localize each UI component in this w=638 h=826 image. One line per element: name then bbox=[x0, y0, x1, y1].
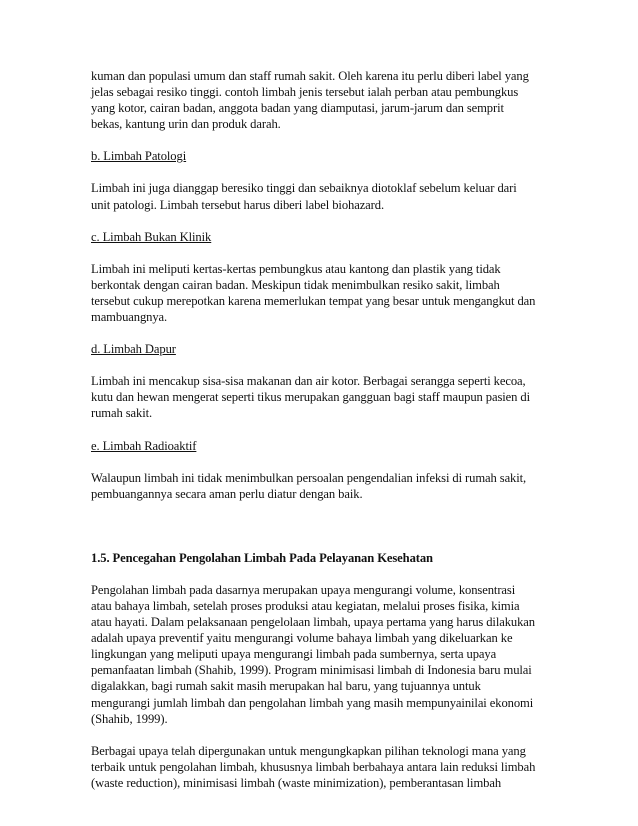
section-heading: 1.5. Pencegahan Pengolahan Limbah Pada Pelayanan Kesehatan bbox=[91, 550, 433, 565]
paragraph bbox=[91, 373, 551, 421]
text-line: Berbagai upaya telah dipergunakan untuk mengungkapkan pilihan teknologi mana yang bbox=[91, 743, 526, 758]
text-line: tersebut cukup merepotkan karena memerlukan tempat yang besar untuk mengangkut dan bbox=[91, 293, 536, 308]
text-line: berkontak dengan cairan badan. Meskipun tidak menimbulkan resiko sakit, limbah bbox=[91, 277, 500, 292]
text-line: Limbah ini mencakup sisa-sisa makanan dan air kotor. Berbagai serangga seperti kecoa, bbox=[91, 374, 526, 389]
subsection-heading: b. Limbah Patologi bbox=[91, 149, 187, 164]
text-line: pembuangannya secara aman perlu diatur dengan baik. bbox=[91, 486, 363, 501]
text-line: adalah upaya preventif yaitu mengurangi volume bahaya limbah yang dikeluarkan ke bbox=[91, 631, 513, 646]
text-line: terbaik untuk pengolahan limbah, khususnya limbah berbahaya antara lain reduksi limbah bbox=[91, 759, 536, 774]
text-line: atau hayati. Dalam pelaksanaan pengelolaan limbah, upaya pertama yang harus dilakukan bbox=[91, 615, 535, 630]
paragraph bbox=[91, 261, 551, 325]
paragraph bbox=[91, 180, 551, 212]
text-line: pemanfaatan limbah (Shahib, 1999). Program minimisasi limbah di Indonesia baru mulai bbox=[91, 663, 532, 678]
text-line: mambuangnya. bbox=[91, 310, 168, 325]
document-page bbox=[91, 68, 551, 807]
text-line: jelas sebagai resiko tinggi. contoh limbah jenis tersebut ialah perban atau pembungkus bbox=[91, 85, 519, 100]
subsection-heading: d. Limbah Dapur bbox=[91, 342, 176, 357]
paragraph bbox=[91, 743, 551, 791]
text-line: atau bahaya limbah, setelah proses produksi atau kegiatan, melalui proses fisika, kimia bbox=[91, 598, 520, 613]
text-line: Walaupun limbah ini tidak menimbulkan persoalan pengendalian infeksi di rumah sakit, bbox=[91, 470, 527, 485]
text-line: bekas, kantung urin dan produk darah. bbox=[91, 117, 281, 132]
text-line: (Shahib, 1999). bbox=[91, 711, 168, 726]
text-line: yang kotor, cairan badan, anggota badan yang diamputasi, jarum-jarum dan semprit bbox=[91, 101, 504, 116]
subsection-heading: e. Limbah Radioaktif bbox=[91, 438, 197, 453]
text-line: (waste reduction), minimisasi limbah (waste minimization), pemberantasan limbah bbox=[91, 775, 502, 790]
text-line: unit patologi. Limbah tersebut harus diberi label biohazard. bbox=[91, 197, 385, 212]
paragraph bbox=[91, 470, 551, 502]
text-line: rumah sakit. bbox=[91, 406, 153, 421]
paragraph bbox=[91, 68, 551, 132]
text-line: Pengolahan limbah pada dasarnya merupakan upaya mengurangi volume, konsentrasi bbox=[91, 582, 516, 597]
subsection-heading: c. Limbah Bukan Klinik bbox=[91, 229, 212, 244]
text-line: kutu dan hewan mengerat seperti tikus merupakan gangguan bagi staff maupun pasien di bbox=[91, 390, 531, 405]
text-line: kuman dan populasi umum dan staff rumah sakit. Oleh karena itu perlu diberi label yang bbox=[91, 69, 529, 83]
text-line: Limbah ini juga dianggap beresiko tinggi dan sebaiknya diotoklaf sebelum keluar dari bbox=[91, 181, 517, 196]
spacer bbox=[91, 518, 551, 550]
paragraph bbox=[91, 582, 551, 727]
text-line: mengurangi jumlah limbah dan pengolahan limbah yang masih mempunyainilai ekonomi bbox=[91, 695, 534, 710]
text-line: digalakkan, bagi rumah sakit masih merupakan hal baru, yang tujuannya untuk bbox=[91, 679, 481, 694]
text-line: lingkungan yang meliputi upaya mengurangi limbah pada sumbernya, serta upaya bbox=[91, 647, 497, 662]
text-line: Limbah ini meliputi kertas-kertas pembungkus atau kantong dan plastik yang tidak bbox=[91, 261, 501, 276]
